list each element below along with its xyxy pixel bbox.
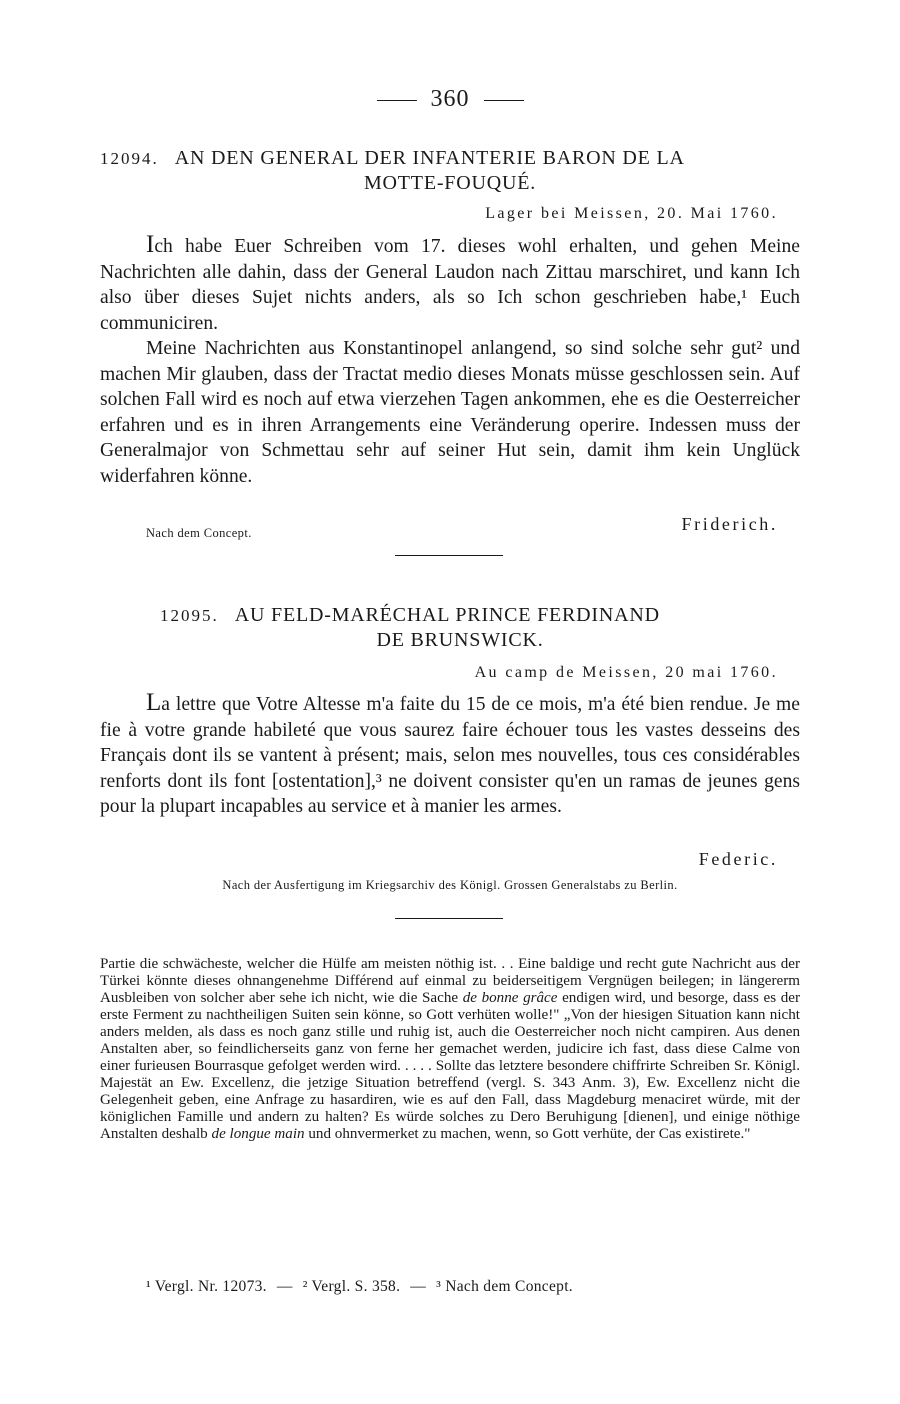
letter-2-heading: [160, 603, 760, 653]
letter-1-place-date: Lager bei Meissen, 20. Mai 1760.: [485, 205, 778, 222]
footnote-references: [146, 1278, 573, 1296]
footnote-ref-1: ¹ Vergl. Nr. 12073.: [146, 1278, 267, 1295]
letter-1-number: 12094.: [100, 149, 159, 168]
footnote-ref-2: ² Vergl. S. 358.: [302, 1278, 401, 1295]
letter-1-heading-line1: AN DEN GENERAL DER INFANTERIE BARON DE LA: [174, 147, 685, 169]
footnote-continuation: [100, 956, 800, 1143]
footnote-separator-1: —: [276, 1278, 293, 1295]
footnote-italic-1: de bonne grâce: [462, 990, 558, 1006]
divider-rule-1: [395, 555, 503, 556]
letter-1-heading: [100, 146, 800, 196]
page-number-line: [0, 86, 900, 113]
letter-1-initial: I: [146, 231, 155, 258]
letter-1-source: Nach dem Concept.: [146, 526, 252, 540]
page-number-dash-left: [377, 100, 417, 101]
letter-2-source: Nach der Ausfertigung im Kriegsarchiv des Königl. Grossen Generalstabs zu Berlin.: [222, 878, 678, 892]
footnote-text-part-2: endigen wird, und besorge, dass es der erste Ferment zu nachtheiligen Suiten sein könne, so Gott verhüten wolle!" „Von der hiesigen Situation kann nicht anders melden, als dass es noch ganz stille und ruhig ist, auch die Oesterreicher noch nicht campiren. Aus denen Anstalten aber, so feindlicherseits ganz von ferne her gemachet werden, judicire ich fast, dass diese Calme von einer furieusen Bourrasque gefolget werden wird. . . . . Sollte das letztere besondere chiffrirte Schreiben Sr. Königl. Majestät an Ew. Excellenz, die jetzige Situation betreffend (vergl. S. 343 Anm. 3), Ew. Excellenz nicht die Gelegenheit geben, eine Anfrage zu hasardiren, wie es auf den Fall, dass Magdeburg menaciret würde, mit der königlichen Famille und andern zu halten? Es würde solches zu Dero Beruhigung [dienen], und einige nöthige Anstalten deshalb: [100, 990, 800, 1142]
footnote-text-part-1: Partie die schwächeste, welcher die Hülfe am meisten nöthig ist. . . Eine baldige und recht gute Nachricht aus der Türkei könnte dieses ohnangenehme Différend auf einmal zu beiderseitigem Vergnügen beilegen; in längererm Ausbleiben von solcher aber sehe ich nicht, wie die Sache: [100, 956, 800, 1006]
letter-2-number: 12095.: [160, 606, 219, 625]
letter-2-heading-line2: DE BRUNSWICK.: [376, 629, 544, 651]
divider-rule-2: [395, 918, 503, 919]
letter-1-paragraph-1: [100, 232, 800, 336]
letter-2-signature: Federic.: [698, 849, 778, 869]
footnote-text-part-3: und ohnvermerket zu machen, wenn, so Gott verhüte, der Cas existirete.": [304, 1126, 751, 1142]
letter-1-heading-line2: MOTTE-FOUQUÉ.: [363, 172, 537, 194]
letter-1-paragraph-1-text: ch habe Euer Schreiben vom 17. dieses wohl erhalten, und gehen Meine Nachrichten alle dahin, dass der General Laudon nach Zittau marschiret, und kann Ich also über dieses Sujet nichts anders, als so Ich schon geschrieben habe,¹ Euch communiciren.: [100, 236, 800, 334]
letter-2-paragraph-1: [100, 690, 800, 820]
page-number-dash-right: [484, 100, 524, 101]
page-number: 360: [430, 86, 470, 112]
footnote-separator-2: —: [410, 1278, 427, 1295]
letter-2-initial: L: [146, 689, 162, 716]
letter-1-paragraph-2: Meine Nachrichten aus Konstantinopel anlangend, so sind solche sehr gut² und machen Mir glauben, dass der Tractat medio dieses Monats müsse geschlossen sein. Auf solchen Fall wird es noch auf etwa vierzehen Tagen ankommen, ehe es die Oesterreicher erfahren und es in ihren Arrangements eine Veränderung operire. Indessen muss der Generalmajor von Schmettau sehr auf seiner Hut sein, damit ihm kein Unglück widerfahren könne.: [100, 338, 800, 487]
letter-2-place-date: Au camp de Meissen, 20 mai 1760.: [474, 664, 778, 681]
footnote-italic-2: de longue main: [211, 1126, 305, 1142]
letter-1-signature: Friderich.: [681, 514, 778, 534]
footnote-ref-3: ³ Nach dem Concept.: [436, 1278, 573, 1295]
letter-2-heading-line1: AU FELD-MARÉCHAL PRINCE FERDINAND: [234, 604, 660, 626]
letter-2-paragraph-1-text: a lettre que Votre Altesse m'a faite du 15 de ce mois, m'a été bien rendue. Je me fie à votre grande habileté que vous saurez faire échouer tous les vastes desseins des Français dont ils se vantent à présent; mais, selon mes nouvelles, tous ces considérables renforts dont ils font [ostentation],³ ne doivent consister qu'en un ramas de jeunes gens pour la plupart incapables au service et à manier les armes.: [100, 694, 800, 818]
